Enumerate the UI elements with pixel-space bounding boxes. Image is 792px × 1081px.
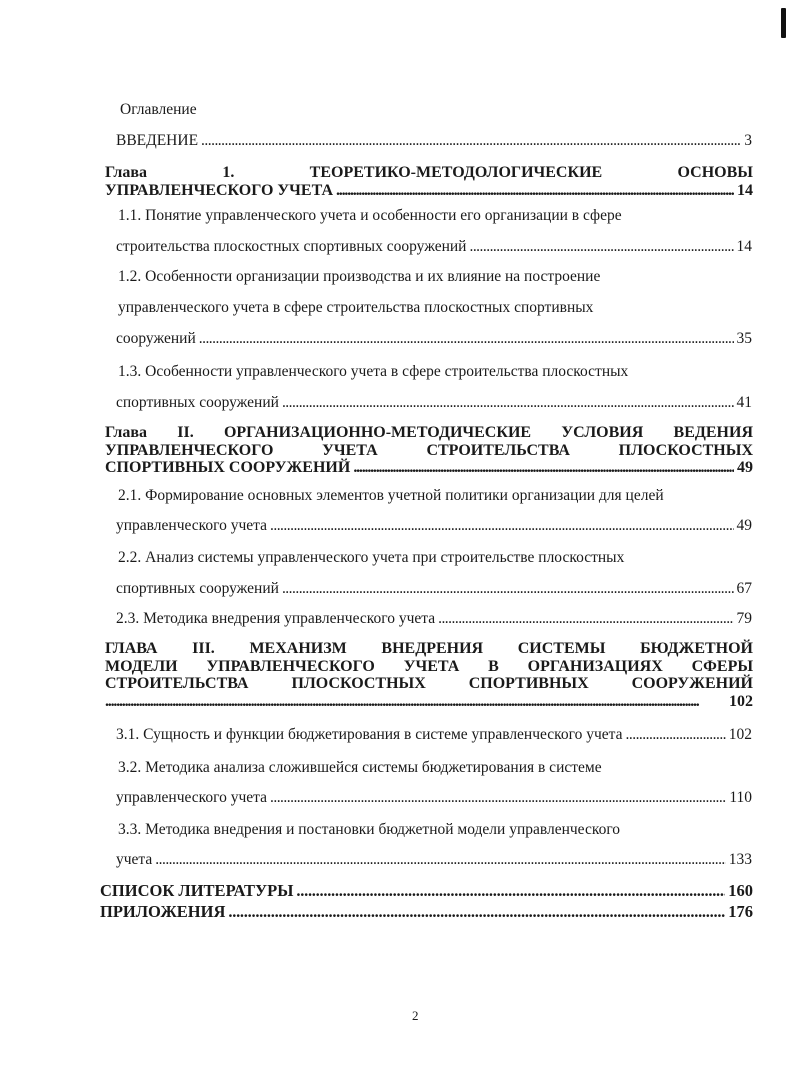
toc-section-1-2-line: 1.2. Особенности организации производства и их влияние на построение [118, 268, 601, 285]
toc-section-3-2-line: 3.2. Методика анализа сложившейся системы бюджетирования в системе [118, 759, 602, 776]
toc-references[interactable]: СПИСОК ЛИТЕРАТУРЫ . . . 160 [100, 882, 753, 900]
toc-page-number: 41 [736, 394, 752, 411]
toc-section-3-1[interactable]: 3.1. Сущность и функции бюджетирования в системе управленческого учета . . . 102 [116, 725, 752, 744]
chapter-heading-last-line: СПОРТИВНЫХ СООРУЖЕНИЙ . . . 49 [105, 459, 753, 477]
leader-dots [626, 725, 726, 744]
leader-dots [201, 131, 741, 150]
leader-dots [199, 329, 734, 348]
toc-section-1-2-line: управленческого учета в сфере строительства плоскостных спортивных [118, 299, 594, 316]
leader-dots [270, 516, 734, 535]
toc-page-number: 35 [736, 330, 752, 347]
toc-entry-intro[interactable] [116, 131, 752, 150]
chapter-heading-line: МОДЕЛИ УПРАВЛЕНЧЕСКОГО УЧЕТА В ОРГАНИЗАЦИЯХ СФЕРЫ [105, 657, 754, 675]
leader-dots [353, 459, 734, 477]
chapter-heading-line: ГЛАВА III. МЕХАНИЗМ ВНЕДРЕНИЯ СИСТЕМЫ БЮДЖЕТНОЙ [105, 640, 753, 657]
leader-dots [228, 903, 725, 921]
toc-page-number: 160 [728, 881, 753, 900]
leader-dots [282, 393, 734, 412]
toc-page-number: 49 [736, 517, 752, 534]
chapter-heading-line: СТРОИТЕЛЬСТВА ПЛОСКОСТНЫХ СПОРТИВНЫХ СООРУЖЕНИЙ [105, 675, 753, 692]
toc-chapter-1[interactable] [105, 164, 753, 199]
toc-section-3-3-line: 3.3. Методика внедрения и постановки бюджетной модели управленческого [118, 821, 621, 838]
toc-section-1-2[interactable]: сооружений . . . 35 [116, 329, 752, 348]
leader-dots [469, 237, 733, 256]
toc-section-2-3[interactable]: 2.3. Методика внедрения управленческого учета . . . 79 [116, 609, 752, 628]
leader-dots [438, 609, 733, 628]
toc-page-number: 102 [728, 726, 752, 743]
toc-section-1-1-line: 1.1. Понятие управленческого учета и особенности его организации в сфере [118, 207, 622, 224]
toc-entry-text: ВВЕДЕНИЕ [116, 132, 199, 149]
toc-page-number: 176 [728, 902, 753, 921]
leader-dots [296, 882, 725, 900]
page-number: 2 [412, 1008, 419, 1023]
toc-page-number: 3 [744, 132, 752, 149]
toc-page-number: 110 [729, 789, 752, 806]
toc-page-number: 79 [736, 610, 752, 627]
toc-section-1-1[interactable]: строительства плоскостных спортивных сооружений . . . 14 [116, 237, 752, 256]
toc-page-number: 49 [737, 459, 753, 476]
chapter-heading-last-line: УПРАВЛЕНЧЕСКОГО УЧЕТА . . . 14 [105, 182, 753, 200]
chapter-heading-line: УПРАВЛЕНЧЕСКОГО УЧЕТА СТРОИТЕЛЬСТВА ПЛОСКОСТНЫХ [105, 441, 753, 459]
leader-dots [336, 182, 734, 200]
leader-dots [105, 693, 726, 711]
toc-chapter-2[interactable] [105, 424, 753, 477]
toc-page-number: 133 [728, 851, 752, 868]
chapter-heading-line: Глава II. ОРГАНИЗАЦИОННО-МЕТОДИЧЕСКИЕ УСЛОВИЯ ВЕДЕНИЯ [105, 424, 753, 441]
toc-section-1-3-line: 1.3. Особенности управленческого учета в сфере строительства плоскостных [118, 363, 629, 380]
toc-page-number: 14 [737, 181, 753, 199]
toc-section-3-2[interactable]: управленческого учета . . . 110 [116, 788, 752, 807]
leader-dots [270, 788, 726, 807]
chapter-heading-last-line [105, 693, 753, 711]
toc-section-2-1[interactable]: управленческого учета . . . 49 [116, 516, 752, 535]
leader-dots [155, 850, 725, 869]
toc-section-2-2-line: 2.2. Анализ системы управленческого учета при строительстве плоскостных [118, 549, 625, 566]
page-edge-mark [781, 8, 786, 38]
toc-page-number: 14 [736, 238, 752, 255]
toc-appendices[interactable]: ПРИЛОЖЕНИЯ . . . 176 [100, 903, 753, 921]
toc-section-3-3[interactable]: учета . . . 133 [116, 850, 752, 869]
toc-section-1-3[interactable]: спортивных сооружений . . . 41 [116, 393, 752, 412]
toc-page-number: 67 [736, 580, 752, 597]
toc-page-number: 102 [729, 692, 753, 710]
chapter-heading-line: Глава 1. ТЕОРЕТИКО-МЕТОДОЛОГИЧЕСКИЕ ОСНОВЫ [105, 164, 753, 181]
toc-chapter-3[interactable] [105, 640, 753, 710]
toc-section-2-2[interactable]: спортивных сооружений . . . 67 [116, 579, 752, 598]
toc-title: Оглавление [120, 101, 197, 118]
leader-dots [282, 579, 734, 598]
toc-section-2-1-line: 2.1. Формирование основных элементов учетной политики организации для целей [118, 487, 664, 504]
